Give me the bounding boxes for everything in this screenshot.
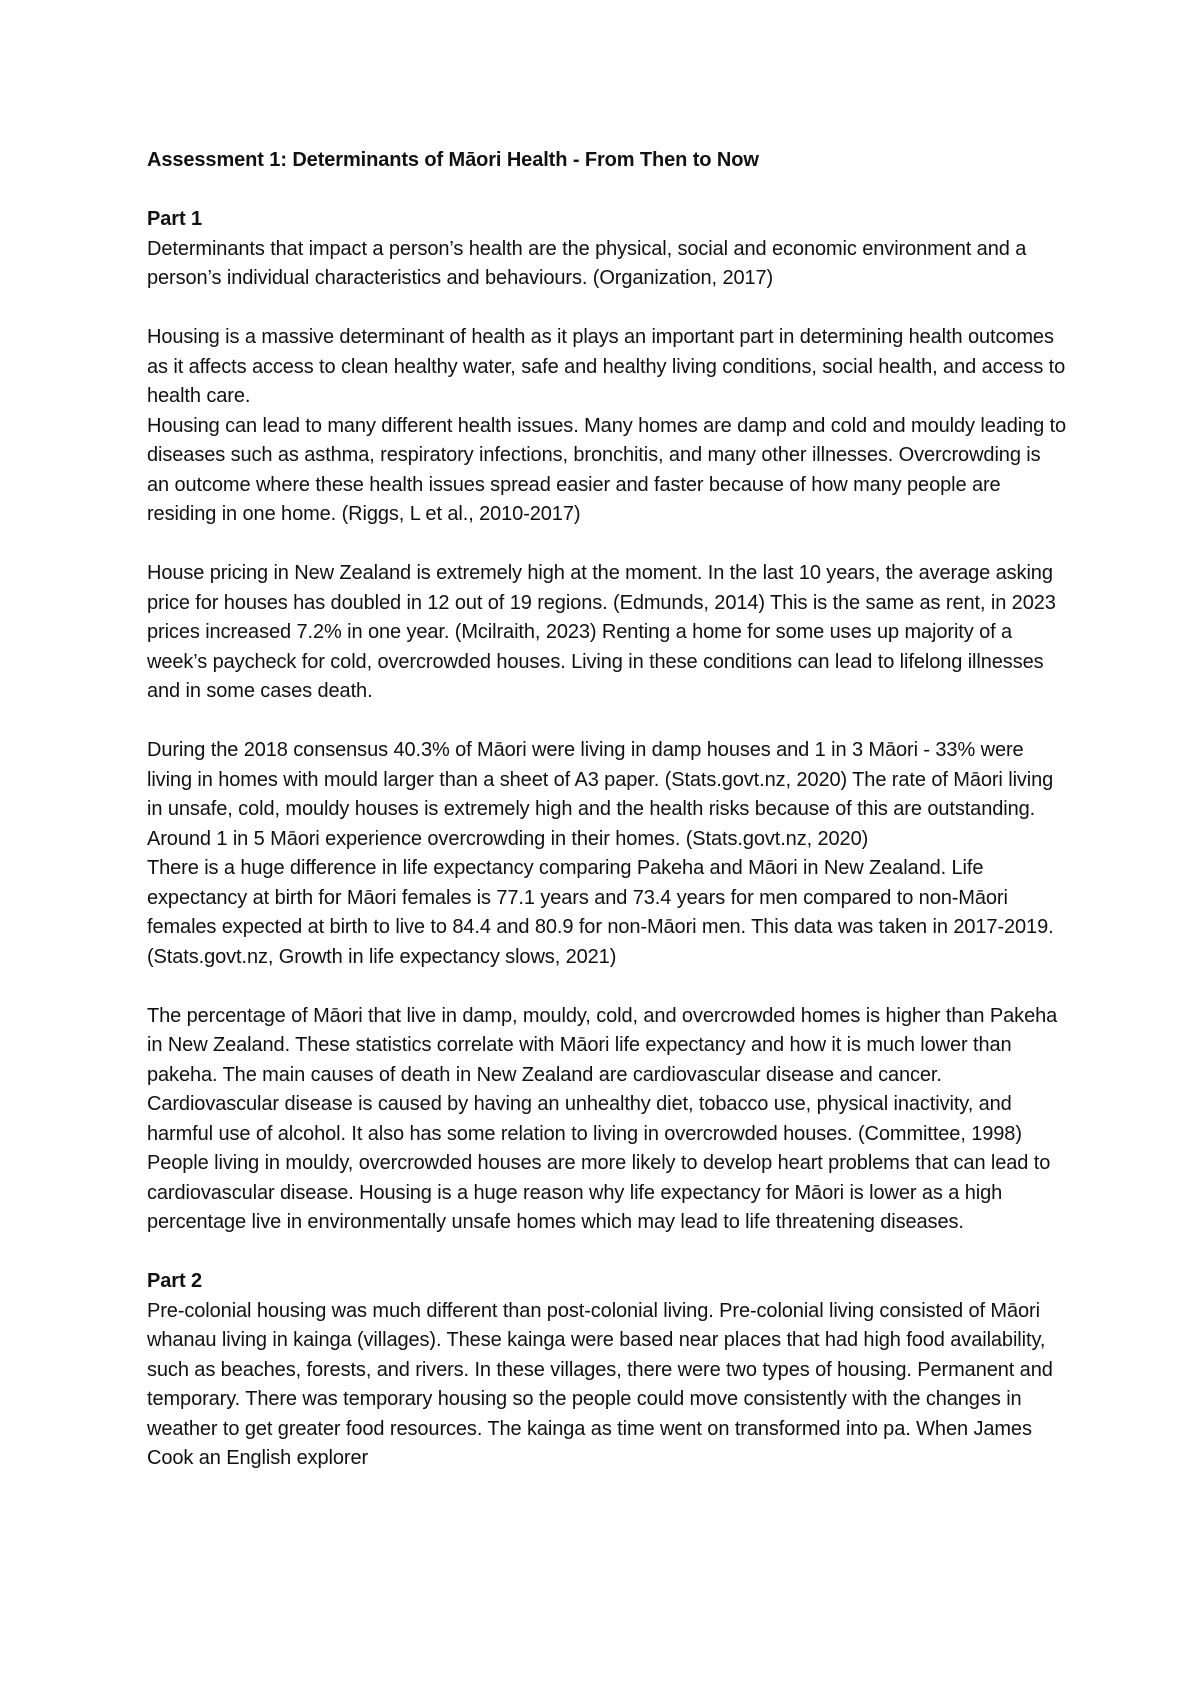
paragraph: Determinants that impact a person’s health are the physical, social and economic environment and a person’s individual characteristics and behaviours. (Organization, 2017) bbox=[147, 237, 1027, 289]
paragraph-spacer bbox=[147, 1238, 1067, 1268]
document-title: Assessment 1: Determinants of Māori Health - From Then to Now bbox=[147, 149, 759, 171]
paragraph-spacer bbox=[147, 294, 1067, 324]
paragraph: During the 2018 consensus 40.3% of Māori were living in damp houses and 1 in 3 Māori - 33% were living in homes with mould larger than a sheet of A3 paper. (Stats.govt.nz, 2020) The rate of Māori living in unsafe, cold, mouldy houses is extremely high and the health risks because of this are outstanding. Around 1 in 5 Māori experience overcrowding in their homes. (Stats.govt.nz, 2020) bbox=[147, 739, 1054, 850]
document-page bbox=[147, 146, 1067, 1474]
paragraph: House pricing in New Zealand is extremely high at the moment. In the last 10 years, the average asking price for houses has doubled in 12 out of 19 regions. (Edmunds, 2014) This is the same as rent, in 2023 prices increased 7.2% in one year. (Mcilraith, 2023) Renting a home for some uses up majority of a week’s paycheck for cold, overcrowded houses. Living in these conditions can lead to lifelong illnesses and in some cases death. bbox=[147, 562, 1056, 702]
paragraph: The percentage of Māori that live in damp, mouldy, cold, and overcrowded homes is higher than Pakeha in New Zealand. These statistics correlate with Māori life expectancy and how it is much lower than pakeha. The main causes of death in New Zealand are cardiovascular disease and cancer. Cardiovascular disease is caused by having an unhealthy diet, tobacco use, physical inactivity, and harmful use of alcohol. It also has some relation to living in overcrowded houses. (Committee, 1998) People living in mouldy, overcrowded houses are more likely to develop heart problems that can lead to cardiovascular disease. Housing is a huge reason why life expectancy for Māori is lower as a high percentage live in environmentally unsafe homes which may lead to life threatening diseases. bbox=[147, 1004, 1058, 1233]
part1-heading: Part 1 bbox=[147, 208, 202, 230]
paragraph: Pre-colonial housing was much different than post-colonial living. Pre-colonial living consisted of Māori whanau living in kainga (villages). These kainga were based near places that had high food availability, such as beaches, forests, and rivers. In these villages, there were two types of housing. Permanent and temporary. There was temporary housing so the people could move consistently with the changes in weather to get greater food resources. The kainga as time went on transformed into pa. When James Cook an English explorer bbox=[147, 1299, 1053, 1469]
paragraph-spacer bbox=[147, 972, 1067, 1002]
paragraph-spacer bbox=[147, 707, 1067, 737]
part2-heading: Part 2 bbox=[147, 1270, 202, 1292]
paragraph-spacer bbox=[147, 530, 1067, 560]
paragraph: Housing is a massive determinant of health as it plays an important part in determining health outcomes as it affects access to clean healthy water, safe and healthy living conditions, social health, and access to health care. bbox=[147, 326, 1066, 407]
paragraph: There is a huge difference in life expectancy comparing Pakeha and Māori in New Zealand. Life expectancy at birth for Māori females is 77.1 years and 73.4 years for men compared to non-Māori females expected at birth to live to 84.4 and 80.9 for non-Māori men. This data was taken in 2017-2019. (Stats.govt.nz, Growth in life expectancy slows, 2021) bbox=[147, 857, 1054, 968]
paragraph: Housing can lead to many different health issues. Many homes are damp and cold and mouldy leading to diseases such as asthma, respiratory infections, bronchitis, and many other illnesses. Overcrowding is an outcome where these health issues spread easier and faster because of how many people are residing in one home. (Riggs, L et al., 2010-2017) bbox=[147, 414, 1067, 525]
